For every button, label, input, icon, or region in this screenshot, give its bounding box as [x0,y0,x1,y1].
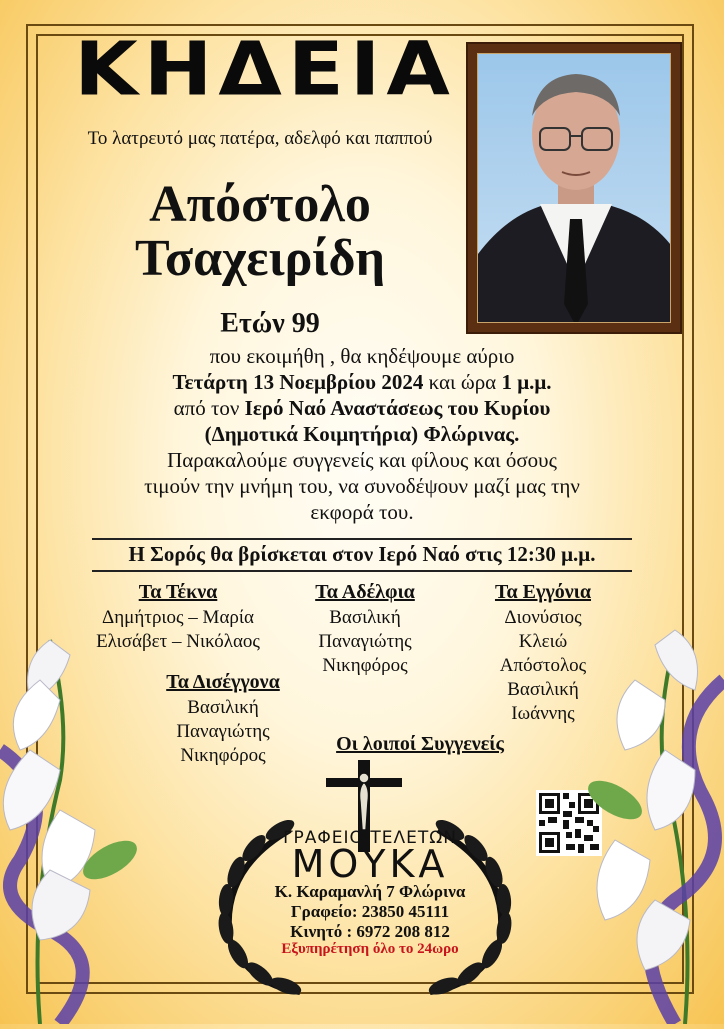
funeral-home-office-phone: Γραφείο: 23850 45111 [290,902,450,921]
great-grandchildren-group [128,670,318,768]
details-line1: που εκοιμήθη , θα κηδέψουμε αύριο [209,344,515,368]
great-grandchildren-item: Βασιλική [187,697,259,718]
great-grandchildren-item: Νικηφόρος [180,745,266,766]
divider-bottom [92,570,632,572]
notice-title: ΚΗΔΕΙΑ [74,26,456,113]
siblings-heading: Τα Αδέλφια [315,581,415,603]
grandchildren-item: Απόστολος [499,655,587,676]
details-line7: εκφορά του. [310,500,414,524]
funeral-date: Τετάρτη 13 Νοεμβρίου 2024 [172,370,424,394]
children-heading: Τα Τέκνα [138,581,218,603]
portrait-photo [477,53,671,323]
details-time-label: και ώρα [423,370,502,394]
grandchildren-heading: Τα Εγγόνια [494,581,592,603]
intro-text: Το λατρευτό μας πατέρα, αδελφό και παππού [87,128,433,149]
children-item: Ελισάβετ – Νικόλαος [96,631,260,652]
name-last: Τσαχειρίδη [134,230,386,287]
grandchildren-item: Κλειώ [518,631,568,652]
other-relatives-group [300,732,540,758]
funeral-home-mobile-phone: Κινητό : 6972 208 812 [290,922,450,941]
details-from: από τον [173,396,245,420]
lily-flowers-left-icon [0,600,150,1024]
grandchildren-item: Διονύσιος [504,607,582,628]
church-name: Ιερό Ναό Αναστάσεως του Κυρίου [244,396,551,420]
cemetery-location: (Δημοτικά Κοιμητήρια) Φλώρινας. [204,422,520,446]
deceased-name [60,178,460,286]
grandchildren-item: Βασιλική [507,679,579,700]
siblings-item: Παναγιώτης [318,631,412,652]
funeral-time: 1 μ.μ. [501,370,552,394]
age-text: Ετών 99 [220,308,320,339]
lily-flowers-right-icon [585,600,724,1024]
name-first: Απόστολο [149,176,371,233]
great-grandchildren-item: Παναγιώτης [176,721,270,742]
siblings-item: Νικηφόρος [322,655,408,676]
viewing-notice: Η Σορός θα βρίσκεται στον Ιερό Ναό στις 12:30 μ.μ. [128,542,596,566]
details-line6: τιμούν την μνήμη του, να συνοδέψουν μαζί μας την [144,474,580,498]
grandchildren-item: Ιωάννης [511,703,575,724]
other-relatives-heading: Οι λοιποί Συγγενείς [336,733,504,755]
siblings-item: Βασιλική [329,607,401,628]
divider-top [92,538,632,540]
details-line2 [60,369,664,395]
portrait-frame [466,42,682,334]
details-line3 [60,395,664,421]
details-line5: Παρακαλούμε συγγενείς και φίλους και όσους [167,448,557,472]
funeral-home-address: Κ. Καραμανλή 7 Φλώρινα [274,882,466,901]
funeral-home-service: Εξυπηρέτηση όλο το 24ωρο [281,941,459,957]
funeral-home-label: ΓΡΑΦΕΙΟ ΤΕΛΕΤΩΝ [283,828,457,848]
great-grandchildren-heading: Τα Δισέγγονα [166,671,280,693]
children-item: Δημήτριος – Μαρία [102,607,254,628]
funeral-home-brand: ΜΟΥΚΑ [291,842,449,886]
siblings-group [290,580,440,678]
ceremony-details [60,343,664,525]
